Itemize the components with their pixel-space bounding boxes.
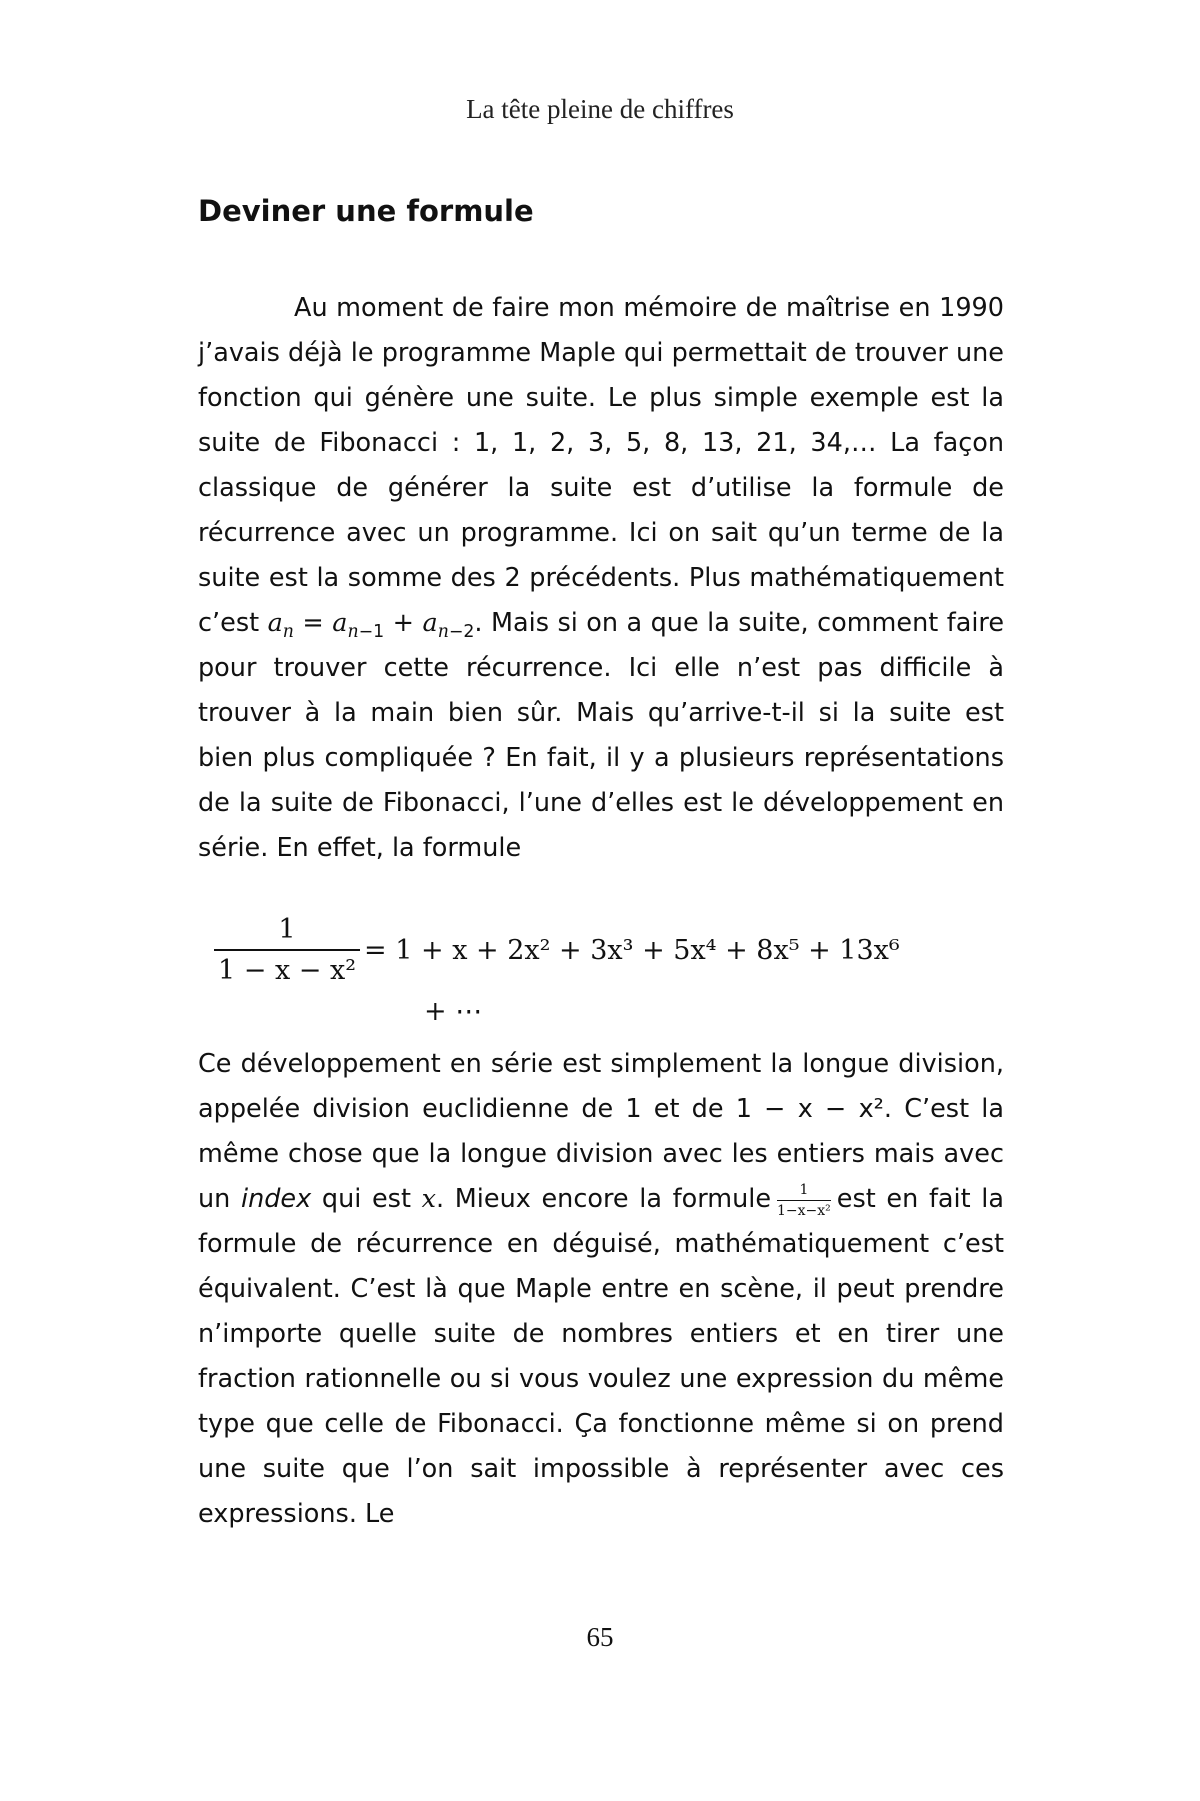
fraction-numerator: 1 [278,914,296,945]
paragraph-1-text: Au moment de faire mon mémoire de maîtrise en 1990 j’avais déjà le programme Maple qui permettait de trouver une fonction qui génère une suite. Le plus simple exemple est la suite de Fibonacci : 1, 1, 2, 3, 5, 8, 13, 21, 34,… La façon classique de générer la suite est d’utilise la formule de récurrence avec un programme. Ici on sait qu’un terme de la suite est la somme des 2 précédents. Plus mathématiquement c’est [198,293,1004,638]
paragraph-2 [198,1042,1004,1537]
paragraph-2-text-c: qui est [321,1184,411,1214]
paragraph-1 [198,286,1004,871]
series-expansion: = 1 + x + 2x² + 3x³ + 5x⁴ + 8x⁵ + 13x⁶ [364,934,900,966]
series-continuation: + ⋯ [424,996,483,1027]
paragraph-2-text-d: . Mieux encore la formule [436,1184,772,1214]
page-number: 65 [586,1622,614,1652]
paragraph-1-text-continued: . Mais si on a que la suite, comment faire pour trouver cette récurrence. Ici elle n’est pas difficile à trouver à la main bien sûr. Mais qu’arrive-t-il si la suite est bien plus compliquée ? En fait, il y a plusieurs représentations de la suite de Fibonacci, l’une d’elles est le développement en série. En effet, la formule [198,608,1005,863]
variable-x: x [421,1184,437,1214]
index-word: index [241,1184,312,1214]
inline-fraction [777,1182,831,1219]
recurrence-formula: $a_n = a_{n-1} + a_{n-2}$ [267,608,475,643]
paragraph-2-text-b: . C’est la même chose que la longue division avec les entiers mais avec un [198,1094,1004,1214]
paragraph-2-text-a: Ce développement en série est simplement la longue division, appelée division euclidienne de 1 et de [198,1049,1004,1124]
inline-fraction-numerator: 1 [799,1181,809,1198]
fraction-denominator: 1 − x − x² [214,949,360,986]
inline-fraction-denominator: 1−x−x² [777,1200,831,1219]
paragraph-2-text-e: est en fait la formule de récurrence en déguisé, mathématiquement c’est équivalent. C’est là que Maple entre en scène, il peut prendre n’importe quelle suite de nombres entiers et en tirer une fraction rationnelle ou si vous voulez une expression du même type que celle de Fibonacci. Ça fonctionne même si on prend une suite que l’on sait impossible à représenter avec ces expressions. Le [198,1184,1005,1529]
display-formula [214,914,900,986]
generating-fraction [214,914,360,986]
section-title: Deviner une formule [198,194,534,228]
polynomial-expression: 1 − x − x² [735,1094,884,1124]
running-head: La tête pleine de chiffres [466,94,734,124]
